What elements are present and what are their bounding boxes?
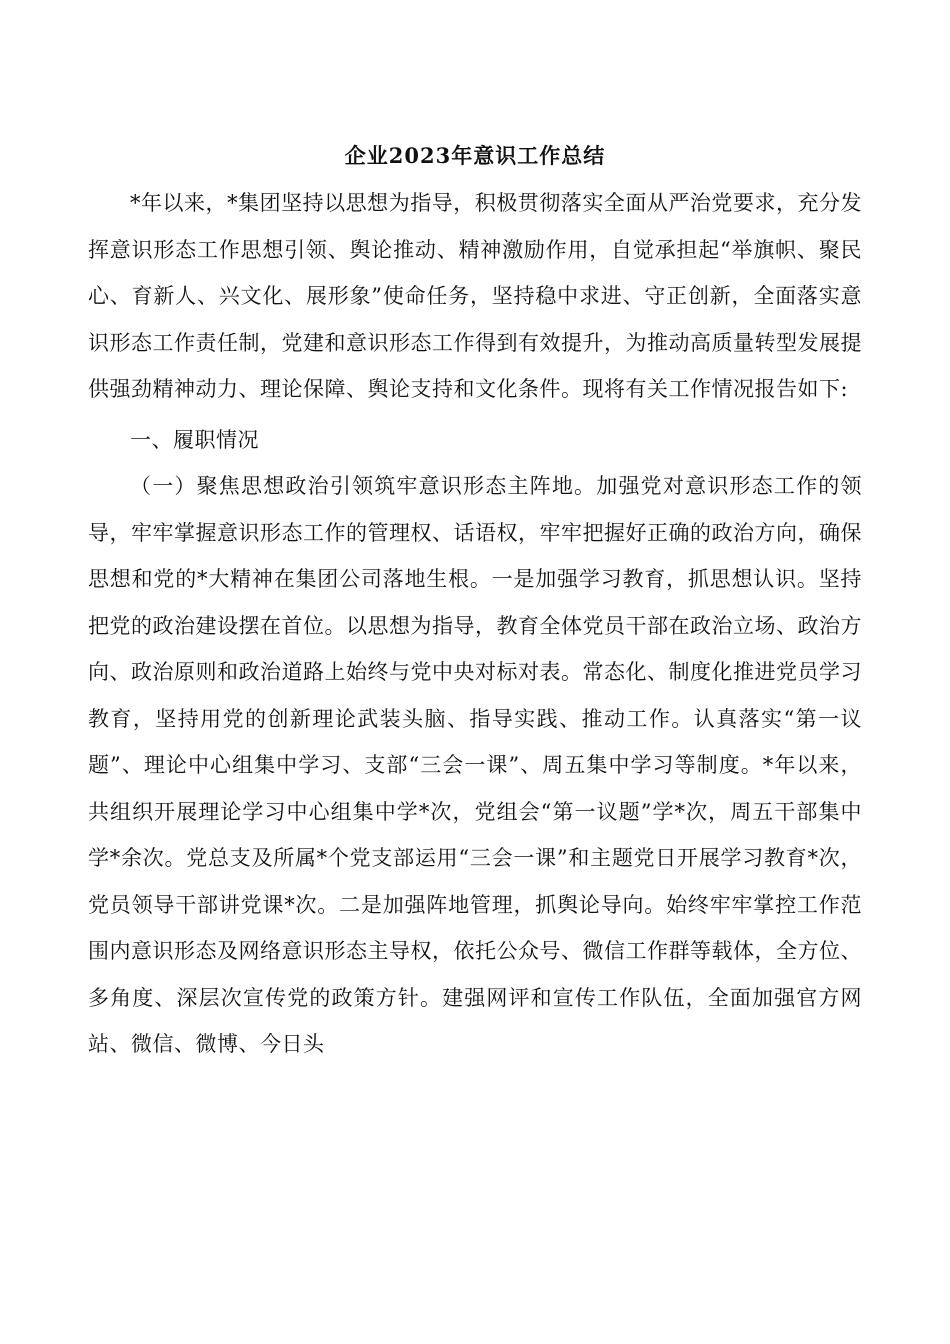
- intro-paragraph: *年以来，*集团坚持以思想为指导，积极贯彻落实全面从严治党要求，充分发挥意识形态工作思想引领、舆论推动、精神激励作用，自觉承担起“举旗帜、聚民心、育新人、兴文化、展形象”使命任务，坚持稳中求进、守正创新，全面落实意识形态工作责任制，党建和意识形态工作得到有效提升，为推动高质量转型发展提供强劲精神动力、理论保障、舆论支持和文化条件。现将有关工作情况报告如下:: [88, 191, 862, 401]
- document-title: 企业2023年意识工作总结: [344, 143, 606, 168]
- document-page: [88, 138, 862, 1068]
- section-heading: 一、履职情况: [130, 427, 259, 452]
- section-paragraph: （一）聚焦思想政治引领筑牢意识形态主阵地。加强党对意识形态工作的领导，牢牢掌握意识形态工作的管理权、话语权，牢牢把握好正确的政治方向，确保思想和党的*大精神在集团公司落地生根。一是加强学习教育，抓思想认识。坚持把党的政治建设摆在首位。以思想为指导，教育全体党员干部在政治立场、政治方向、政治原则和政治道路上始终与党中央对标对表。常态化、制度化推进党员学习教育，坚持用党的创新理论武装头脑、指导实践、推动工作。认真落实“第一议题”、理论中心组集中学习、支部“三会一课”、周五集中学习等制度。*年以来，共组织开展理论学习中心组集中学*次，党组会“第一议题”学*次，周五干部集中学*余次。党总支及所属*个党支部运用“三会一课”和主题党日开展学习教育*次，党员领导干部讲党课*次。二是加强阵地管理，抓舆论导向。始终牢牢掌控工作范围内意识形态及网络意识形态主导权，依托公众号、微信工作群等载体，全方位、多角度、深层次宣传党的政策方针。建强网评和宣传工作队伍，全面加强官方网站、微信、微博、今日头: [88, 474, 862, 1056]
